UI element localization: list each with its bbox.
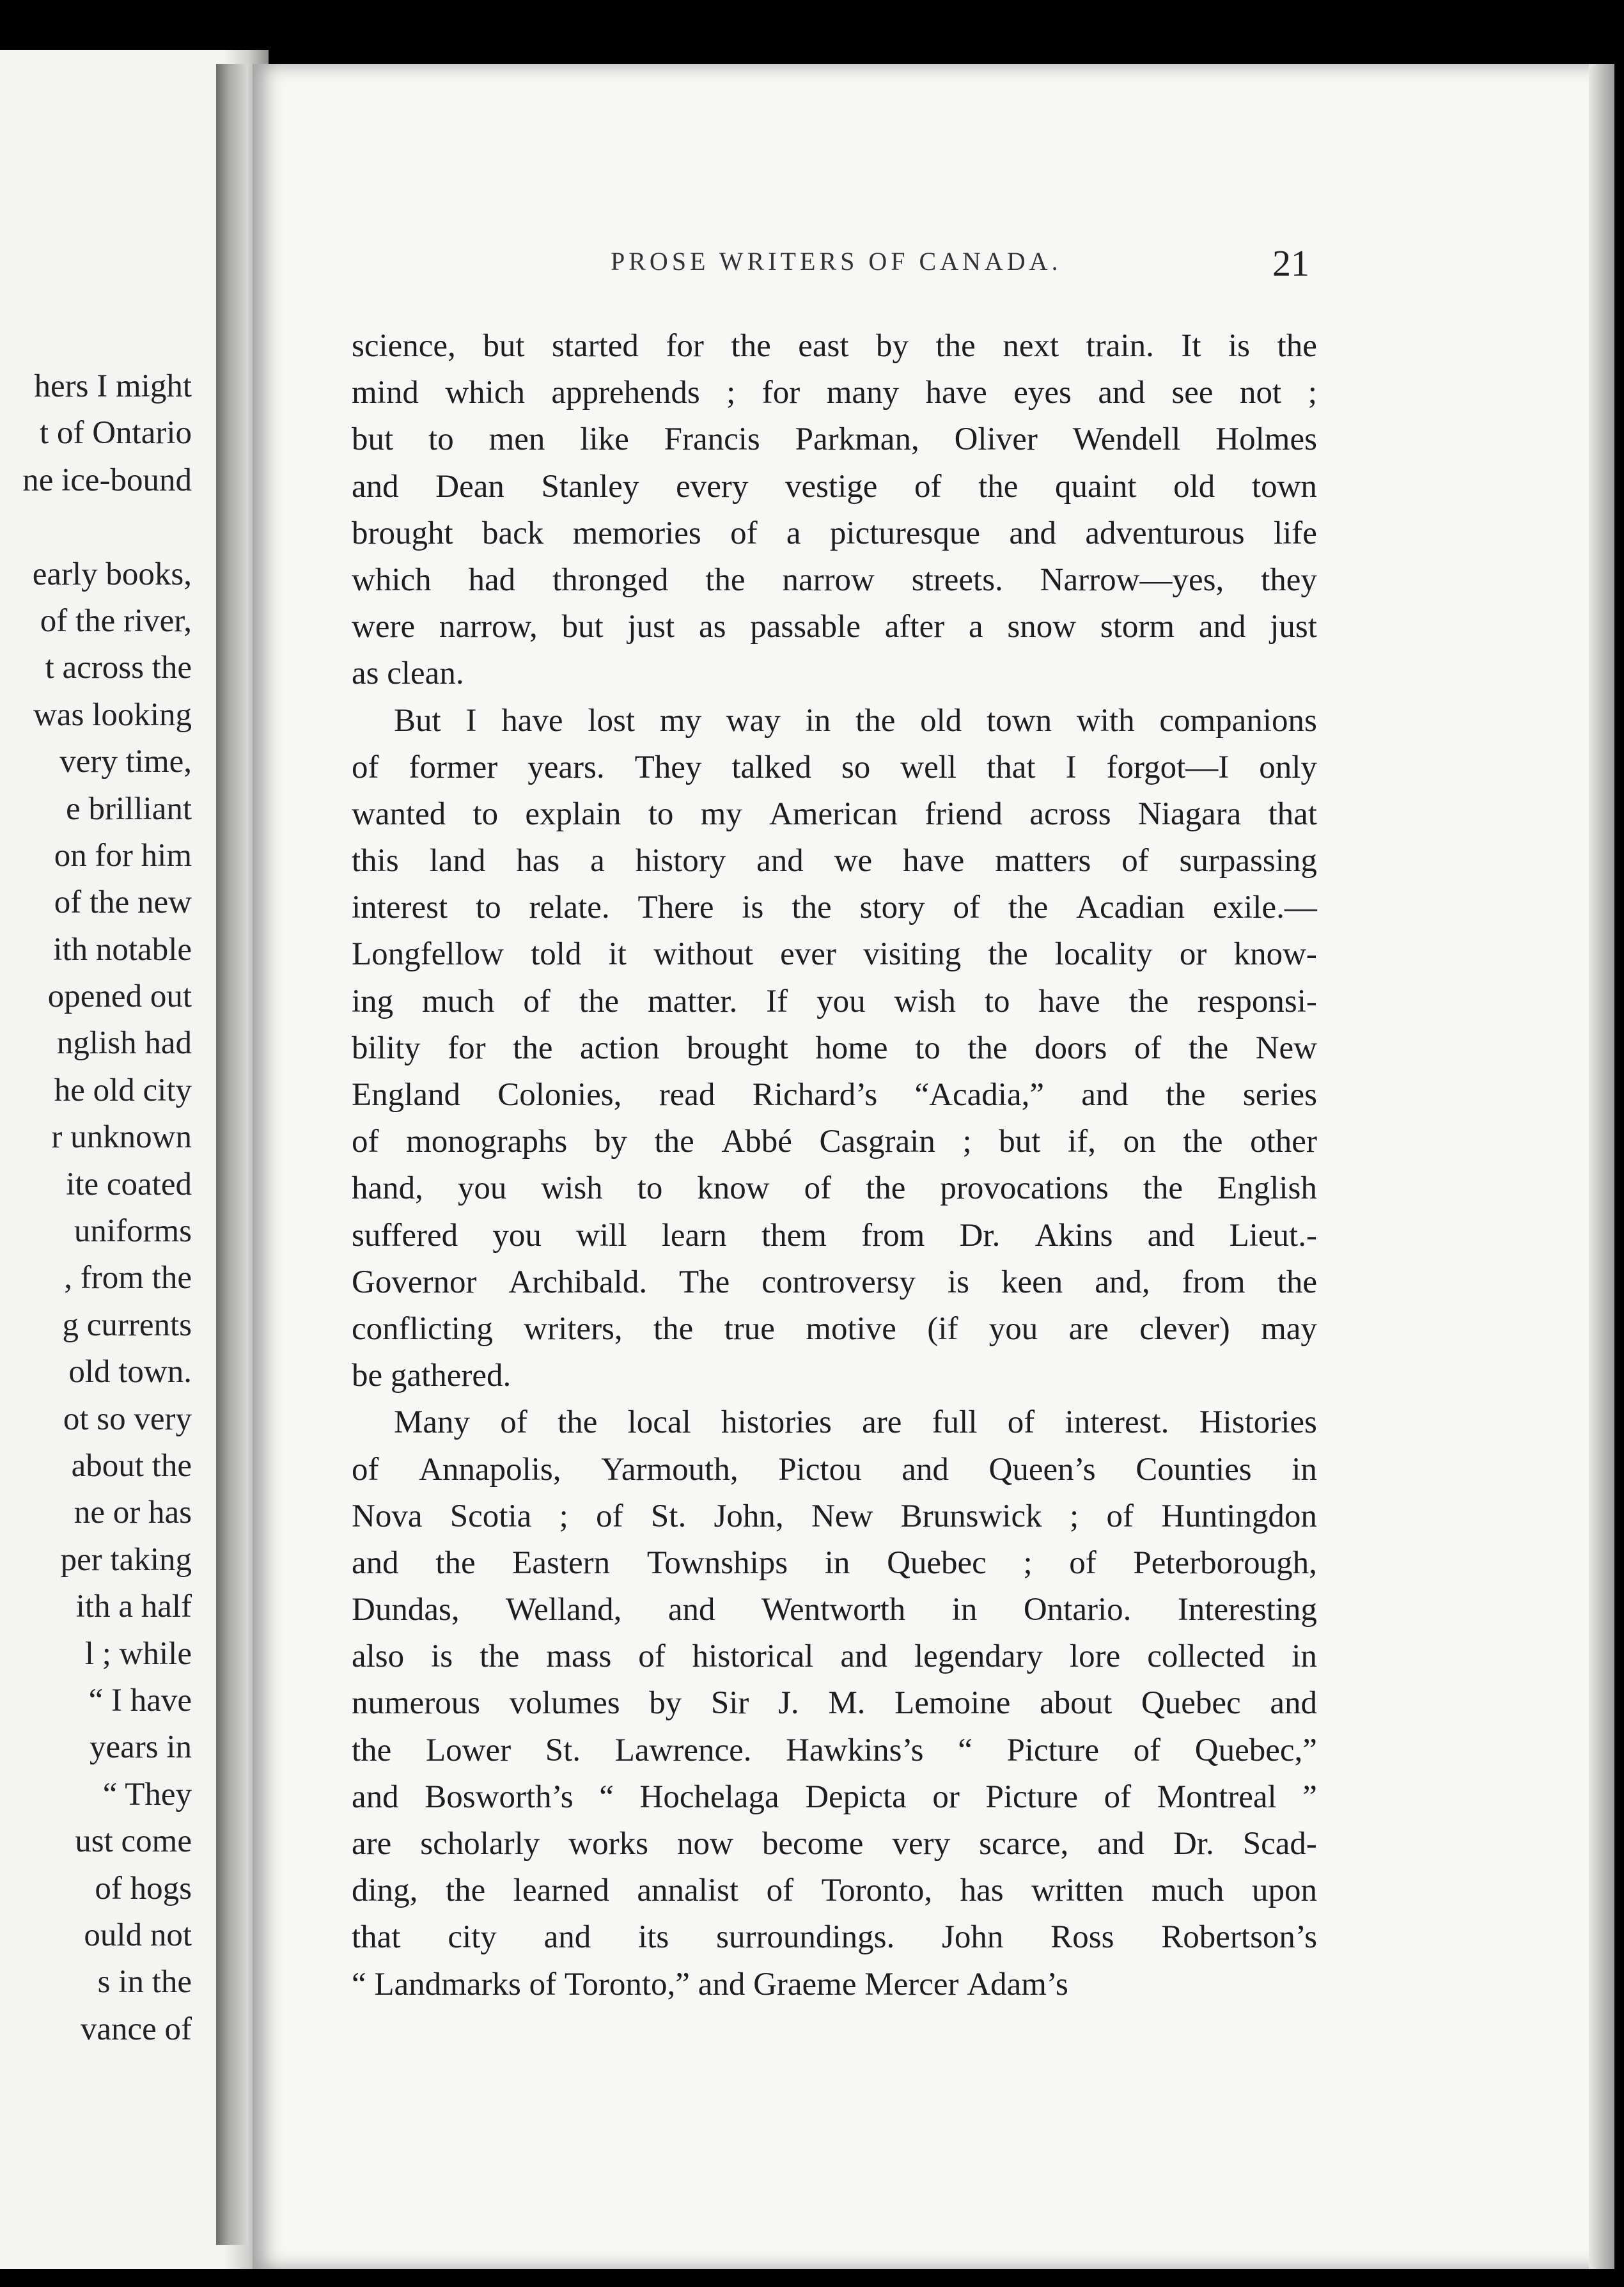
- left-page-line: l ; while: [84, 1635, 192, 1672]
- left-page-text: [0, 363, 192, 2053]
- body-text: [352, 323, 1317, 2008]
- left-page-line: opened out: [47, 978, 192, 1015]
- text-line: the Lower St. Lawrence. Hawkins’s “ Picture of Quebec,”: [352, 1732, 1317, 1768]
- text-line: were narrow, but just as passable after a snow storm and just: [352, 609, 1317, 645]
- left-page-line: r unknown: [51, 1119, 192, 1156]
- text-line: but to men like Francis Parkman, Oliver Wendell Holmes: [352, 421, 1317, 458]
- left-page-line: old town.: [68, 1354, 192, 1390]
- left-page-line: “ They: [102, 1776, 192, 1812]
- left-page-line: ould not: [84, 1917, 192, 1953]
- text-line: England Colonies, read Richard’s “Acadia,” and the series: [352, 1077, 1317, 1113]
- left-page-line: nglish had: [56, 1025, 192, 1062]
- left-page-line: about the: [71, 1447, 192, 1484]
- left-page-line: s in the: [97, 1964, 192, 2000]
- text-line: numerous volumes by Sir J. M. Lemoine about Quebec and: [352, 1685, 1317, 1722]
- text-line: which had thronged the narrow streets. Narrow—yes, they: [352, 562, 1317, 598]
- text-line: Many of the local histories are full of interest. Histories: [394, 1404, 1317, 1441]
- text-line: this land has a history and we have matters of surpassing: [352, 843, 1317, 879]
- text-line: that city and its surroundings. John Ross Robertson’s: [352, 1919, 1317, 1956]
- left-page-line: ne or has: [74, 1495, 192, 1531]
- left-page-line: vance of: [80, 2011, 192, 2047]
- running-head: PROSE WRITERS OF CANADA.: [611, 247, 1062, 276]
- left-page-line: [0, 504, 192, 551]
- text-line: and the Eastern Townships in Quebec ; of Peterborough,: [352, 1544, 1317, 1581]
- left-page-line: early books,: [32, 556, 192, 592]
- left-page-line: uniforms: [74, 1213, 192, 1250]
- left-page-line: e brilliant: [66, 790, 192, 827]
- text-line: But I have lost my way in the old town with companions: [394, 702, 1317, 739]
- text-line: interest to relate. There is the story of the Acadian exile.—: [352, 890, 1317, 926]
- text-line: Governor Archibald. The controversy is keen and, from the: [352, 1264, 1317, 1300]
- left-page-line: very time,: [59, 744, 192, 780]
- left-page-line: ith a half: [75, 1589, 192, 1625]
- text-line: suffered you will learn them from Dr. Akins and Lieut.-: [352, 1217, 1317, 1254]
- left-page-line: ust come: [75, 1823, 192, 1860]
- text-line: Nova Scotia ; of St. John, New Brunswick ; of Huntingdon: [352, 1498, 1317, 1534]
- text-line: also is the mass of historical and legendary lore collected in: [352, 1639, 1317, 1675]
- left-page-line: ith notable: [53, 931, 192, 968]
- left-page-line: was looking: [33, 696, 192, 733]
- text-line: conflicting writers, the true motive (if you are clever) may: [352, 1310, 1317, 1347]
- text-line: bility for the action brought home to the doors of the New: [352, 1030, 1317, 1066]
- text-line: science, but started for the east by the next train. It is the: [352, 328, 1317, 364]
- text-line: are scholarly works now become very scarce, and Dr. Scad-: [352, 1826, 1317, 1862]
- text-line: “ Landmarks of Toronto,” and Graeme Mercer Adam’s: [352, 1966, 1068, 2002]
- page-number: 21: [1272, 242, 1309, 284]
- book-spine: [216, 64, 248, 2245]
- left-page-line: of the river,: [40, 602, 192, 639]
- text-line: and Dean Stanley every vestige of the quaint old town: [352, 468, 1317, 505]
- left-page-line: per taking: [60, 1541, 192, 1578]
- text-line: wanted to explain to my American friend across Niagara that: [352, 796, 1317, 832]
- text-line: mind which apprehends ; for many have eyes and see not ;: [352, 375, 1317, 411]
- left-page-line: of the new: [54, 884, 192, 921]
- text-line: Dundas, Welland, and Wentworth in Ontario. Interesting: [352, 1592, 1317, 1628]
- left-page-line: , from the: [64, 1260, 192, 1296]
- left-page-line: ot so very: [63, 1401, 192, 1437]
- text-line: Longfellow told it without ever visiting the locality or know-: [352, 936, 1317, 973]
- left-page-line: hers I might: [34, 368, 192, 404]
- left-page-line: t of Ontario: [40, 415, 192, 452]
- left-page-line: “ I have: [88, 1682, 192, 1718]
- left-page-line: g currents: [62, 1307, 192, 1343]
- text-line: hand, you wish to know of the provocations the English: [352, 1170, 1317, 1207]
- text-line: ing much of the matter. If you wish to have the responsi-: [352, 983, 1317, 1019]
- text-line: brought back memories of a picturesque and adventurous life: [352, 515, 1317, 551]
- left-page-line: he old city: [54, 1072, 192, 1108]
- text-line: and Bosworth’s “ Hochelaga Depicta or Picture of Montreal ”: [352, 1779, 1317, 1815]
- text-line: of Annapolis, Yarmouth, Pictou and Queen’s Counties in: [352, 1451, 1317, 1488]
- left-page-line: years in: [89, 1729, 192, 1766]
- left-page-line: on for him: [54, 837, 192, 874]
- text-line: as clean.: [352, 656, 464, 692]
- page-edge: [1589, 64, 1614, 2269]
- text-line: ding, the learned annalist of Toronto, has written much upon: [352, 1873, 1317, 1909]
- left-page-line: of hogs: [95, 1870, 192, 1906]
- text-line: of former years. They talked so well that I forgot—I only: [352, 749, 1317, 785]
- left-page-line: ne ice-bound: [22, 462, 192, 498]
- left-page-line: ite coated: [66, 1166, 192, 1202]
- text-line: of monographs by the Abbé Casgrain ; but if, on the other: [352, 1124, 1317, 1160]
- left-page-line: t across the: [45, 650, 192, 686]
- text-line: be gathered.: [352, 1358, 511, 1394]
